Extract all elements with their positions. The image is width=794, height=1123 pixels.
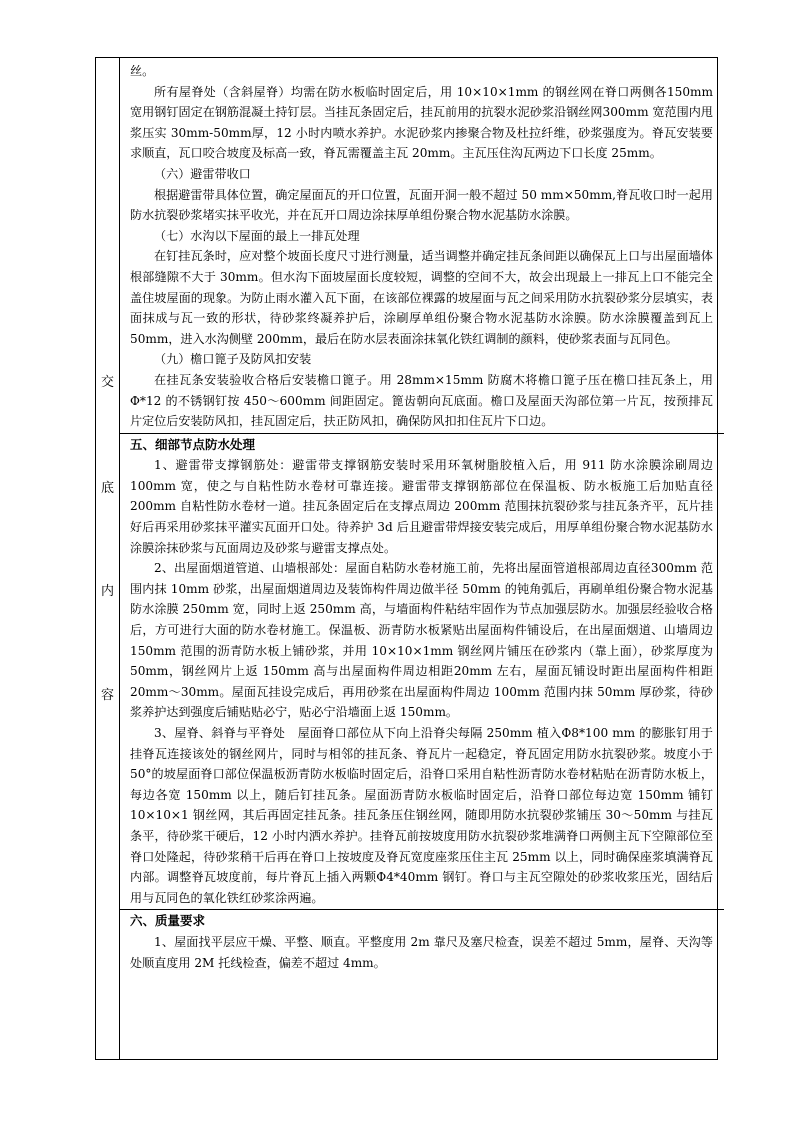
subheading: （七）水沟以下屋面的最上一排瓦处理 (154, 228, 360, 243)
paragraph: 1、屋面找平层应干燥、平整、顺直。平整度用 2m 靠尺及塞尺检查，误差不超过 5mm，屋脊、天沟等处顺直度用 2M 托线检查，偏差不超过 4mm。 (130, 934, 713, 970)
paragraph: 1、避雷带支撑钢筋处：避雷带支撑钢筋安装时采用环氧树脂胶植入后，用 911 防水涂膜涂刷周边 100mm 宽，使之与自粘性防水卷材可靠连接。避雷带支撑钢筋部位在保温板、防水板施工后加贴直径 200mm 自粘性防水卷材一道。挂瓦条固定后在支撑点周边 200mm 范围抹抗裂砂浆与挂瓦条齐平，瓦片挂好后再采用砂浆抹平灌实瓦面开口处。待养护 3d 后且避雷带焊接安装完成后，用厚单组份聚合物水泥基防水涂膜涂抹砂浆与瓦面周边及砂浆与避雷支撑点处。 (130, 458, 713, 555)
paragraph: 根据避雷带具体位置，确定屋面瓦的开口位置，瓦面开洞一般不超过 50 mm×50mm,脊瓦收口时一起用防水抗裂砂浆堵实抹平收光，并在瓦开口周边涂抹厚单组份聚合物水泥基防水涂膜。 (130, 187, 713, 223)
side-label-jiao: 交 (100, 375, 114, 390)
paragraph: 2、出屋面烟道管道、山墙根部处：屋面自粘防水卷材施工前，先将出屋面管道根部周边直径300mm 范围内抹 10mm 砂浆，出屋面烟道周边及装饰构件周边做半径 50mm 的钝角弧后，再刷单组份聚合物水泥基防水涂膜 250mm 宽，同时上返 250mm 高，与墙面构件粘结牢固作为节点加强层防水。加强层经验收合格后，方可进行大面的防水卷材施工。保温板、沥青防水板紧贴出屋面构件铺设后，在出屋面烟道、山墙周边 150mm 范围的沥青防水板上铺砂浆，并用 10×10×1mm 钢丝网片铺压在砂浆内（靠上面），砂浆厚度为 50mm，钢丝网片上返 150mm 高与出屋面构件周边相距20mm 左右，屋面瓦铺设时距出屋面构件相距 20mm～30mm。屋面瓦挂设完成后，再用砂浆在出屋面构件周边 100mm 范围内抹 50mm 厚砂浆，待砂浆养护达到强度后铺贴贴必宁，贴必宁沿墙面上返 150mm。 (130, 561, 713, 720)
section-heading: 五、细部节点防水处理 (130, 436, 256, 452)
side-label-nei: 内 (100, 584, 114, 599)
document-body (130, 61, 713, 973)
row-divider (119, 909, 724, 910)
paragraph: 3、屋脊、斜脊与平脊处 屋面脊口部位从下向上沿脊尖每隔 250mm 植入Φ8*100 mm 的膨胀钉用于挂脊瓦连接该处的钢丝网片，同时与相邻的挂瓦条、脊瓦片一起稳定，脊瓦固定用防水抗裂砂浆。坡度小于 50°的坡屋面脊口部位保温板沥青防水板临时固定后，沿脊口采用自粘性沥青防水卷材粘贴在沥青防水板上，每边各宽 150mm 以上，随后钉挂瓦条。屋面沥青防水板临时固定后，沿脊口部位每边宽 150mm 铺钉 10×10×1 钢丝网，其后再固定挂瓦条。挂瓦条压住钢丝网，随即用防水抗裂砂浆铺压 30～50mm 与挂瓦条平，待砂浆干硬后，12 小时内洒水养护。挂脊瓦前按坡度用防水抗裂砂浆堆满脊口两侧主瓦下空隙部位至脊口处隆起，待砂浆稍干后再在脊口上按坡度及脊瓦宽度座浆压住主瓦 25mm 以上，同时确保座浆填满脊瓦内部。调整脊瓦坡度前，每片脊瓦上插入两颗Φ4*40mm 钢钉。脊口与主瓦空隙处的砂浆收浆压光，固结后用与瓦同色的氧化铁红砂浆涂两遍。 (130, 726, 713, 905)
paragraph: 在钉挂瓦条时，应对整个坡面长度尺寸进行测量，适当调整并确定挂瓦条间距以确保瓦上口与出屋面墙体根部缝隙不大于 30mm。但水沟下面坡屋面长度较短，调整的空间不大，故会出现最上一排瓦上口不能完全盖住坡屋面的现象。为防止雨水灌入瓦下面，在该部位裸露的坡屋面与瓦之间采用防水抗裂砂浆分层填实，表面抹成与瓦一致的形状，待砂浆终凝养护后，涂刷厚单组份聚合物水泥基防水涂膜。防水涂膜覆盖到瓦上 50mm，进入水沟侧壁 200mm，最后在防水层表面涂抹氧化铁红调制的颜料，使砂浆表面与瓦同色。 (130, 249, 713, 346)
section-heading: 六、质量要求 (130, 913, 206, 929)
subheading: （六）避雷带收口 (154, 166, 251, 181)
subheading: （九）檐口篦子及防风扣安装 (154, 352, 312, 367)
paragraph: 在挂瓦条安装验收合格后安装檐口篦子。用 28mm×15mm 防腐木将檐口篦子压在檐口挂瓦条上，用Φ*12 的不锈钢钉按 450～600mm 间距固定。篦齿朝向瓦底面。檐口及屋面天沟部位第一片瓦，按预排瓦片定位后安装防风扣，挂瓦固定后，扶正防风扣，确保防风扣扣住瓦片下口边。 (130, 372, 713, 429)
paragraph: 所有屋脊处（含斜屋脊）均需在防水板临时固定后，用 10×10×1mm 的钢丝网在脊口两侧各150mm 宽用钢钉固定在钢筋混凝土持钉层。当挂瓦条固定后，挂瓦前用的抗裂水泥砂浆沿钢丝网300mm 宽范围内甩浆压实 30mm-50mm厚，12 小时内喷水养护。水泥砂浆内掺聚合物及杜拉纤维，砂浆强度为。脊瓦安装要求顺直，瓦口咬合坡度及标高一致，脊瓦需覆盖主瓦 20mm。主瓦压住沟瓦两边下口长度 25mm。 (130, 84, 713, 161)
side-label-di: 底 (100, 481, 114, 496)
content-table (95, 57, 718, 1060)
side-label-rong: 容 (100, 688, 114, 703)
paragraph: 丝。 (130, 64, 155, 78)
row-divider (119, 433, 724, 434)
